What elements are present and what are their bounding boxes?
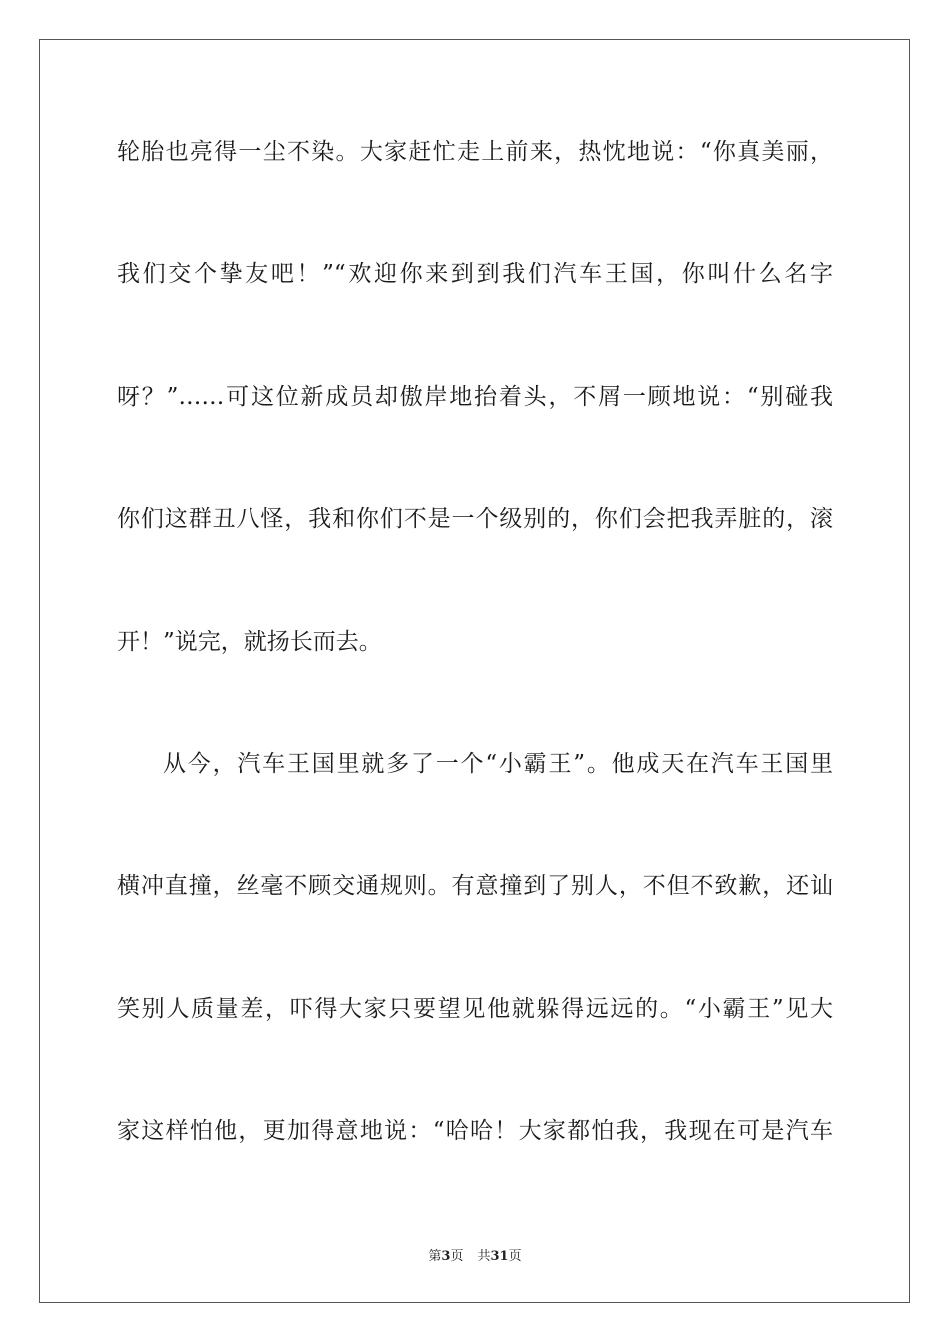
body-text-line-7: 横冲直撞，丝毫不顾交通规则。有意撞到了别人，不但不致歉，还讪 (117, 873, 833, 899)
footer-page-prefix: 第 (428, 1249, 442, 1264)
page-border (39, 39, 910, 1303)
body-text-line-4: 你们这群丑八怪，我和你们不是一个级别的，你们会把我弄脏的，滚 (117, 506, 833, 532)
body-text-line-9: 家这样怕他，更加得意地说：“哈哈！大家都怕我，我现在可是汽车 (117, 1118, 833, 1144)
body-text-line-2: 我们交个挚友吧！”“欢迎你来到到我们汽车王国，你叫什么名字 (117, 261, 833, 287)
footer-total-prefix: 共 (477, 1249, 491, 1264)
footer-total-suffix: 页 (508, 1249, 522, 1264)
body-text-line-6: 从今，汽车王国里就多了一个“小霸王”。他成天在汽车王国里 (163, 751, 833, 777)
footer-page-current: 3 (441, 1249, 451, 1264)
body-text-line-3: 呀？”……可这位新成员却傲岸地抬着头，不屑一顾地说：“别碰我 (117, 384, 833, 410)
footer-page-total: 31 (490, 1249, 509, 1264)
footer-page-mid: 页 (450, 1249, 464, 1264)
body-text-line-8: 笑别人质量差，吓得大家只要望见他就躲得远远的。“小霸王”见大 (117, 996, 833, 1022)
page-footer (0, 1248, 950, 1266)
body-text-line-1: 轮胎也亮得一尘不染。大家赶忙走上前来，热忱地说：“你真美丽， (117, 139, 833, 165)
body-text-line-5: 开！”说完，就扬长而去。 (117, 629, 382, 655)
